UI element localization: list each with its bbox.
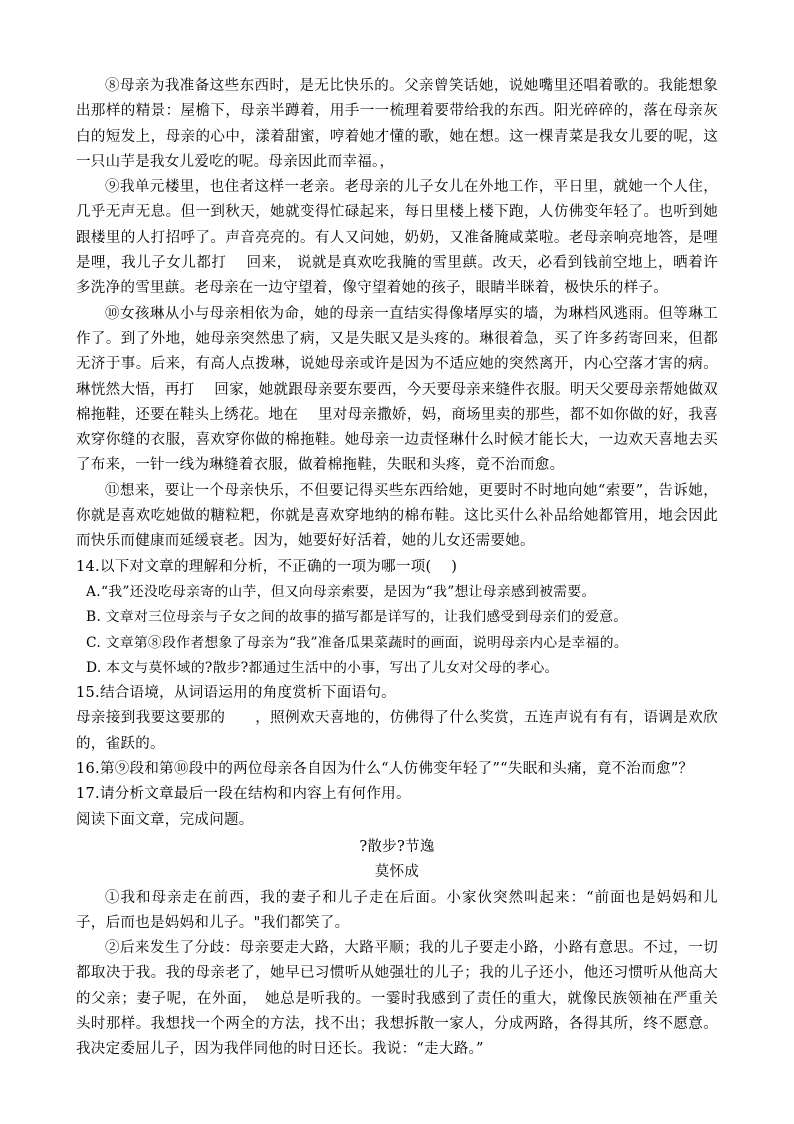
paragraph-9: ⑨我单元楼里，也住者这样一老亲。老母亲的儿子女儿在外地工作，平日里，就她一个人住，几乎无声无息。但一到秋天，她就变得忙碌起来，每日里楼上楼下跑，人仿佛变年轻了。也听到她跟楼里的人打招呼了。声音亮亮的。有人又问她，奶奶，又准备腌咸菜啦。老母亲响亮地答，是哩是哩，我儿子女儿都打 回来， 说就是真欢吃我腌的雪里蕻。改天，必看到钱前空地上，晒着许多洗净的雪里蕻。老母亲在一边守望着，像守望着她的孩子，眼睛半眯着，极快乐的样子。 [76,179,718,297]
article-title: ?散步?节逸 [359,838,435,855]
question-14-option-b: B. 文章对三位母亲与子女之间的故事的描写都是详写的，让我们感受到母亲们的爱意。 [86,609,628,626]
question-15-quote: 母亲接到我要这要那的 ，照例欢天喜地的，仿佛得了什么奖赏，五连声说有有有，语调是欢欣的，雀跃的。 [76,710,718,752]
paragraph-10: ⑩女孩琳从小与母亲相依为命，她的母亲一直结实得像堵厚实的墙，为琳档风逃雨。但等琳工作了。到了外地，她母亲突然患了病，又是失眠又是头疼的。琳很着急，买了许多药寄回来，但都无济于事。后来，有高人点拨琳，说她母亲或许是因为不适应她的突然离开，内心空落才害的病。琳恍然大悟，再打 回家，她就跟母亲要东要西，今天要母亲来缝件衣服。明天父要母亲帮她做双棉拖鞋，还要在鞋头上绣花。地在 里对母亲撒娇，妈，商场里卖的那些，都不如你做的好，我喜欢穿你缝的衣服，喜欢穿你做的棉拖鞋。她母亲一边责怪琳什么时候才能长大，一边欢天喜地去买了布来，一针一线为琳缝着衣服，做着棉拖鞋，失眠和头疼，竟不治而愈。 [76,305,718,474]
question-15-stem: 15.结合语境，从词语运用的角度赏析下面语句。 [76,685,396,702]
question-14-option-d: D. 本文与莫怀域的?散步?都通过生活中的小事，写出了儿女对父母的孝心。 [86,659,559,676]
reading-instruction: 阅读下面文章，完成问题。 [76,811,254,828]
question-17: 17.请分析文章最后一段在结构和内容上有何作用。 [76,786,411,803]
paragraph-8: ⑧母亲为我准备这些东西时，是无比快乐的。父亲曾笑话她，说她嘴里还唱着歌的。我能想象出那样的精景：屋檐下，母亲半蹲着，用手一一梳理着要带给我的东西。阳光碎碎的，落在母亲灰白的短发上，母亲的心中，漾着甜蜜，哼着她才懂的歌，她在想。这一棵青菜是我女儿要的呢，这一只山芋是我女儿爱吃的呢。母亲因此而幸福。， [76,78,718,170]
question-14-option-c: C. 文章第⑧段作者想象了母亲为“我”准备瓜果菜蔬时的画面，说明母亲内心是幸福的。 [86,634,628,651]
document-page [76,74,718,1063]
question-14-stem: 14.以下对文章的理解和分析，不正确的一项为哪一项( ) [76,558,458,575]
article-paragraph-1: ①我和母亲走在前西，我的妻子和儿子走在后面。小家伙突然叫起来：“前面也是妈妈和儿子，后而也是妈妈和儿子。"我们都笑了。 [76,889,718,931]
article-author: 莫怀成 [374,864,420,881]
paragraph-11: ⑪想来，要让一个母亲快乐，不但要记得买些东西给她，更要时不时地向她“索要”，告诉她，你就是喜欢吃她做的糖粒粑，你就是喜欢穿地纳的棉布鞋。这比买什么补品给她都管用，地会因此而快乐而健康而延缓衰老。因为，她要好好活着，她的儿女还需要她。 [76,482,718,550]
question-16: 16.第⑨段和第⑩段中的两位母亲各自因为什么“人仿佛变年轻了”“失眠和头痛，竟不治而愈”？ [76,761,694,778]
article-paragraph-2: ②后来发生了分歧：母亲要走大路，大路平顺；我的儿子要走小路，小路有意思。不过，一切都取决于我。我的母亲老了，她早已习惯听从她强壮的儿子；我的儿子还小，他还习惯听从他高大的父亲；妻子呢，在外面， 她总是听我的。一霎时我感到了责任的重大，就像民族领袖在严重关头时那样。我想找一个两全的方法，找不出；我想拆散一家人，分成两路，各得其所，终不愿意。我决定委屈儿子，因为我伴同他的时日还长。我说：“走大路。” [76,940,718,1058]
question-14-option-a: A.“我”还没吃母亲寄的山芋，但又向母亲索要，是因为“我”想让母亲感到被需要。 [86,583,596,600]
